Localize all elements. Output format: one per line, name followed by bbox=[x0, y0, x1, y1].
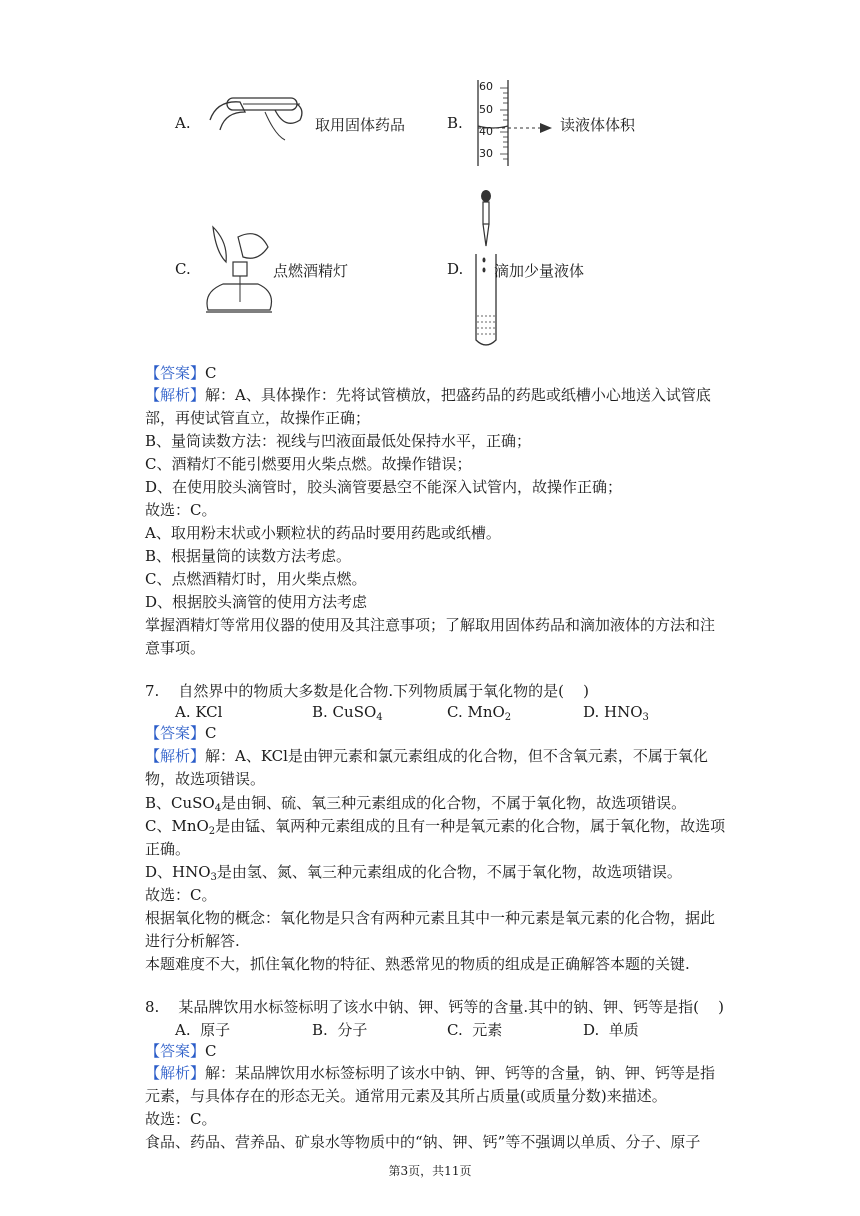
q6-analysis-line-9: C、点燃酒精灯时，用火柴点燃。 bbox=[145, 570, 367, 588]
option-a-text: 取用固体药品 bbox=[315, 116, 406, 134]
cylinder-tick-60: 60 bbox=[479, 80, 493, 93]
q8-answer: 【答案】C bbox=[145, 1042, 217, 1060]
q8-analysis-line-4: 食品、药品、营养品、矿泉水等物质中的“钠、钾、钙”等不强调以单质、分子、原子 bbox=[145, 1133, 701, 1151]
q6-analysis-line-11: 掌握酒精灯等常用仪器的使用及其注意事项；了解取用固体药品和滴加液体的方法和注 bbox=[145, 616, 716, 634]
q7-analysis-line-10: 本题难度不大，抓住氧化物的特征、熟悉常见的物质的组成是正确解答本题的关键. bbox=[145, 955, 690, 973]
q6-analysis-line-6: 故选：C。 bbox=[145, 501, 217, 519]
q8-option-a: A. 原子 bbox=[175, 1021, 231, 1039]
q7-answer: 【答案】C bbox=[145, 724, 217, 742]
q7-analysis-line-8: 根据氧化物的概念：氧化物是只含有两种元素且其中一种元素是氧元素的化合物，据此 bbox=[145, 909, 716, 927]
q6-analysis-line-1: 【解析】解：A、具体操作：先将试管横放，把盛药品的药匙或纸槽小心地送入试管底 bbox=[145, 386, 711, 404]
q7-analysis-line-7: 故选：C。 bbox=[145, 886, 217, 904]
q8-option-b: B. 分子 bbox=[312, 1021, 368, 1039]
test-tube-solid-figure bbox=[205, 90, 315, 150]
option-b-text: 读液体体积 bbox=[560, 116, 636, 134]
q8-stem: 8. 某品牌饮用水标签标明了该水中钠、钾、钙等的含量.其中的钠、钾、钙等是指( ) bbox=[145, 998, 724, 1016]
q7-analysis-line-2: 物，故选项错误。 bbox=[145, 770, 266, 788]
page-footer: 第3页，共11页 bbox=[388, 1164, 472, 1178]
cylinder-tick-50: 50 bbox=[479, 103, 493, 116]
q7-analysis-line-5: 正确。 bbox=[145, 840, 191, 858]
cylinder-tick-30: 30 bbox=[479, 147, 493, 160]
q6-analysis-line-8: B、根据量筒的读数方法考虑。 bbox=[145, 547, 352, 565]
q6-analysis-line-12: 意事项。 bbox=[145, 639, 206, 657]
q7-analysis-line-4: C、MnO$_2$是由锰、氧两种元素组成的且有一种是氧元素的化合物，属于氧化物，故选项 bbox=[145, 817, 726, 837]
option-c-text: 点燃酒精灯 bbox=[273, 262, 349, 280]
q8-option-d: D. 单质 bbox=[583, 1021, 639, 1039]
cylinder-tick-40: 40 bbox=[479, 125, 493, 138]
q6-analysis-line-2: 部，再使试管直立，故操作正确； bbox=[145, 409, 371, 427]
q7-option-a: A. KCl bbox=[175, 703, 223, 721]
option-a-letter: A. bbox=[175, 114, 191, 132]
q8-analysis-line-1: 【解析】解：某品牌饮用水标签标明了该水中钠、钾、钙等的含量，钠、钾、钙等是指 bbox=[145, 1064, 716, 1082]
q7-analysis-line-1: 【解析】解：A、KCl是由钾元素和氯元素组成的化合物，但不含氧元素，不属于氧化 bbox=[145, 747, 708, 765]
q8-option-c: C. 元素 bbox=[447, 1021, 503, 1039]
q6-analysis-line-10: D、根据胶头滴管的使用方法考虑 bbox=[145, 593, 368, 611]
option-d-text: 滴加少量液体 bbox=[494, 262, 585, 280]
q6-answer: 【答案】C bbox=[145, 364, 217, 382]
option-c-letter: C. bbox=[175, 260, 191, 278]
option-b-letter: B. bbox=[447, 114, 463, 132]
q6-analysis-line-5: D、在使用胶头滴管时，胶头滴管要悬空不能深入试管内，故操作正确； bbox=[145, 478, 623, 496]
alcohol-lamp-figure bbox=[198, 222, 278, 322]
q7-option-d: D. $HNO_3$ bbox=[583, 703, 649, 723]
q7-analysis-line-6: D、$HNO_3$是由氢、氮、氧三种元素组成的化合物，不属于氧化物，故选项错误。 bbox=[145, 863, 682, 883]
q6-analysis-line-3: B、量筒读数方法：视线与凹液面最低处保持水平，正确； bbox=[145, 432, 532, 450]
q7-analysis-line-3: B、CuSO$_4$是由铜、硫、氧三种元素组成的化合物，不属于氧化物，故选项错误。 bbox=[145, 794, 687, 814]
option-d-letter: D. bbox=[447, 260, 464, 278]
q7-stem: 7. 自然界中的物质大多数是化合物.下列物质属于氧化物的是( ) bbox=[145, 682, 589, 700]
q8-analysis-line-2: 元素，与具体存在的形态无关。通常用元素及其所占质量(或质量分数)来描述。 bbox=[145, 1087, 667, 1105]
q7-option-b: B. CuSO$_4$ bbox=[312, 703, 383, 723]
q8-analysis-line-3: 故选：C。 bbox=[145, 1110, 217, 1128]
q7-option-c: C. MnO$_2$ bbox=[447, 703, 512, 723]
q7-analysis-line-9: 进行分析解答. bbox=[145, 932, 240, 950]
q6-analysis-line-7: A、取用粉末状或小颗粒状的药品时要用药匙或纸槽。 bbox=[145, 524, 501, 542]
q6-analysis-line-4: C、酒精灯不能引燃要用火柴点燃。故操作错误； bbox=[145, 455, 472, 473]
